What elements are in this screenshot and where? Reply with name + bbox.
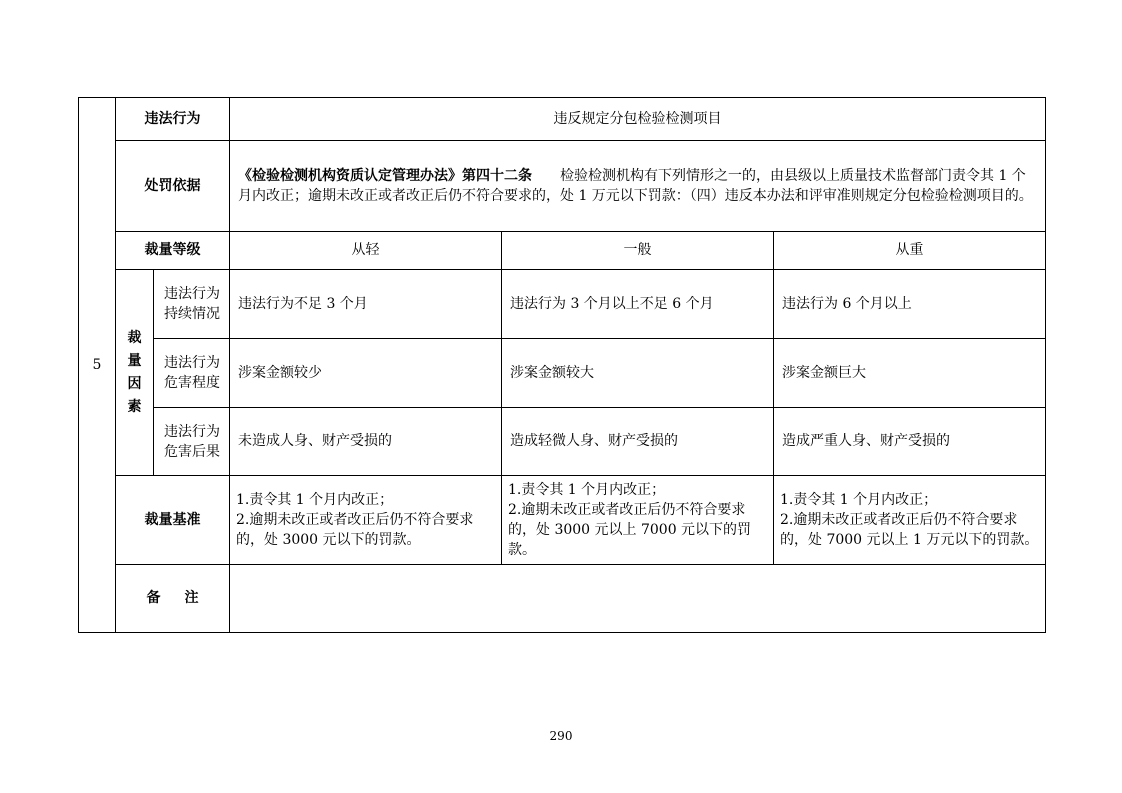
factor-consequence-light: 未造成人身、财产受损的 <box>230 408 502 476</box>
factors-label <box>116 270 154 476</box>
factor-consequence-normal: 造成轻微人身、财产受损的 <box>502 408 774 476</box>
page-number: 290 <box>549 729 573 743</box>
grade-light: 从轻 <box>230 232 502 270</box>
factor-severity-heavy: 涉案金额巨大 <box>774 339 1046 408</box>
factor-severity-label <box>154 339 230 408</box>
remarks-label <box>116 565 230 633</box>
basis-label: 处罚依据 <box>116 141 230 232</box>
factor-label-line: 违法行为 <box>164 423 220 440</box>
factors-label-char: 素 <box>127 398 142 415</box>
factor-duration-light: 违法行为不足 3 个月 <box>230 270 502 339</box>
remarks-value <box>230 565 1046 633</box>
factor-duration-label <box>154 270 230 339</box>
grade-normal: 一般 <box>502 232 774 270</box>
basis-text: 检验检测机构有下列情形之一的，由县级以上质量技术监督部门责令其 1 个月内改正；逾期未改正或者改正后仍不符合要求的，处 1 万元以下罚款：（四）违反本办法和评审准则规定分包检验检测项目的。 <box>238 168 1033 204</box>
standard-normal <box>502 476 774 565</box>
item-number: 5 <box>79 98 116 633</box>
factor-label-line: 危害后果 <box>164 443 220 460</box>
standard-line: 1.责令其 1 个月内改正； <box>236 492 394 508</box>
violation-label: 违法行为 <box>116 98 230 141</box>
standard-light <box>230 476 502 565</box>
factor-consequence-heavy: 造成严重人身、财产受损的 <box>774 408 1046 476</box>
standard-line: 2.逾期未改正或者改正后仍不符合要求的，处 3000 元以下的罚款。 <box>236 512 474 548</box>
grade-label: 裁量等级 <box>116 232 230 270</box>
remarks-label-char: 注 <box>184 590 199 606</box>
standard-heavy <box>774 476 1046 565</box>
factor-severity-normal: 涉案金额较大 <box>502 339 774 408</box>
standard-line: 2.逾期未改正或者改正后仍不符合要求的，处 3000 元以上 7000 元以下的罚款。 <box>508 502 752 558</box>
factor-severity-light: 涉案金额较少 <box>230 339 502 408</box>
factor-label-line: 违法行为 <box>164 286 220 302</box>
factor-duration-heavy: 违法行为 6 个月以上 <box>774 270 1046 339</box>
factor-duration-normal: 违法行为 3 个月以上不足 6 个月 <box>502 270 774 339</box>
basis-law-title: 《检验检测机构资质认定管理办法》第四十二条 <box>238 168 532 184</box>
factors-label-char: 裁 <box>127 329 142 346</box>
standard-line: 1.责令其 1 个月内改正； <box>780 492 938 508</box>
factors-label-char: 因 <box>127 375 142 392</box>
remarks-label-char: 备 <box>146 590 161 606</box>
penalty-discretion-table <box>78 97 1046 633</box>
factor-label-line: 危害程度 <box>164 375 220 391</box>
standard-line: 2.逾期未改正或者改正后仍不符合要求的，处 7000 元以上 1 万元以下的罚款。 <box>780 512 1039 548</box>
factor-consequence-label <box>154 408 230 476</box>
standard-label: 裁量基准 <box>116 476 230 565</box>
standard-line: 1.责令其 1 个月内改正； <box>508 482 666 498</box>
grade-heavy: 从重 <box>774 232 1046 270</box>
factors-label-char: 量 <box>127 352 142 369</box>
factor-label-line: 违法行为 <box>164 355 220 371</box>
basis-content <box>230 141 1046 232</box>
violation-value: 违反规定分包检验检测项目 <box>230 98 1046 141</box>
factor-label-line: 持续情况 <box>164 306 220 322</box>
